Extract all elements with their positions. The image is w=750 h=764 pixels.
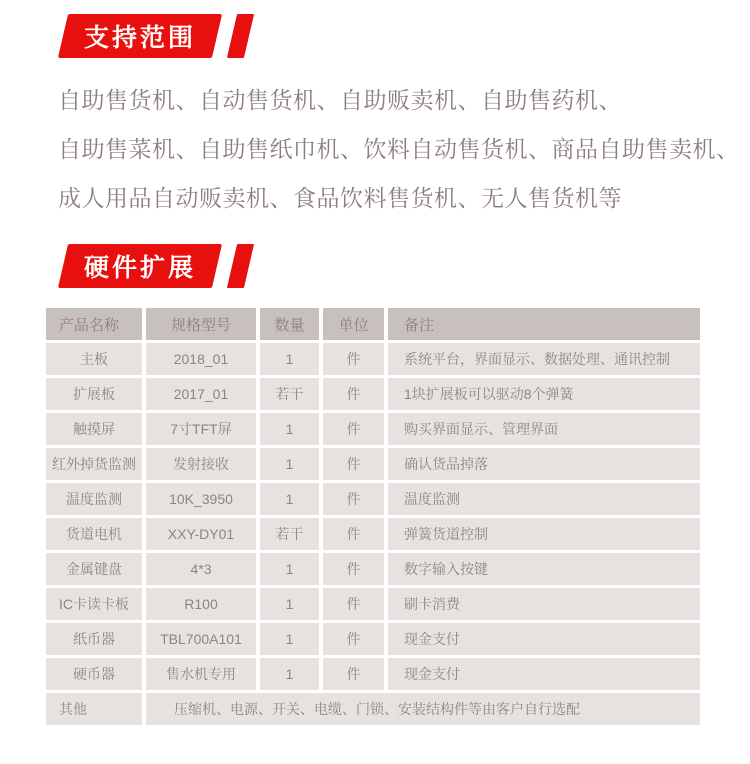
table-row [46, 553, 700, 585]
cell-quantity: 1 [260, 483, 319, 515]
cell-note: 温度监测 [388, 483, 700, 515]
supported-machines-line: 自助售菜机、自助售纸巾机、饮料自动售货机、商品自助售卖机、 [58, 136, 740, 162]
cell-unit: 件 [323, 343, 384, 375]
hardware-badge-label: 硬件扩展 [84, 254, 197, 282]
badge-stripe-decoration [227, 14, 254, 58]
cell-unit: 件 [323, 553, 384, 585]
section-header-support [63, 14, 750, 58]
table-row [46, 413, 700, 445]
header-note: 备注 [388, 308, 700, 340]
cell-quantity: 1 [260, 448, 319, 480]
cell-model: 4*3 [146, 553, 256, 585]
cell-note: 确认货品掉落 [388, 448, 700, 480]
cell-unit: 件 [323, 378, 384, 410]
cell-product-name: 纸币器 [46, 623, 142, 655]
hardware-spec-table [42, 305, 704, 728]
cell-product-name: 金属键盘 [46, 553, 142, 585]
cell-product-name: 硬币器 [46, 658, 142, 690]
badge-stripe-decoration [227, 244, 254, 288]
cell-quantity: 1 [260, 413, 319, 445]
cell-model: 10K_3950 [146, 483, 256, 515]
cell-note: 系统平台，界面显示、数据处理、通讯控制 [388, 343, 700, 375]
cell-note: 刷卡消费 [388, 588, 700, 620]
supported-machines-paragraph [58, 76, 750, 223]
cell-note: 现金支付 [388, 658, 700, 690]
cell-quantity: 1 [260, 553, 319, 585]
cell-unit: 件 [323, 588, 384, 620]
cell-quantity: 若干 [260, 518, 319, 550]
support-section-badge [58, 14, 222, 58]
header-product-name: 产品名称 [46, 308, 142, 340]
cell-unit: 件 [323, 658, 384, 690]
cell-unit: 件 [323, 413, 384, 445]
supported-machines-line: 成人用品自动贩卖机、食品饮料售货机、无人售货机等 [58, 185, 622, 211]
cell-note: 数字输入按键 [388, 553, 700, 585]
cell-note: 购买界面显示、管理界面 [388, 413, 700, 445]
cell-model: 发射接收 [146, 448, 256, 480]
cell-unit: 件 [323, 518, 384, 550]
header-model: 规格型号 [146, 308, 256, 340]
header-unit: 单位 [323, 308, 384, 340]
cell-model: R100 [146, 588, 256, 620]
cell-model: XXY-DY01 [146, 518, 256, 550]
section-header-hardware [63, 244, 750, 288]
cell-model: 2017_01 [146, 378, 256, 410]
cell-model: 2018_01 [146, 343, 256, 375]
cell-product-name: 主板 [46, 343, 142, 375]
cell-note: 弹簧货道控制 [388, 518, 700, 550]
cell-quantity: 1 [260, 658, 319, 690]
support-badge-label: 支持范围 [84, 24, 197, 52]
cell-model: 售水机专用 [146, 658, 256, 690]
cell-product-name: IC卡读卡板 [46, 588, 142, 620]
table-row [46, 588, 700, 620]
table-row [46, 658, 700, 690]
cell-unit: 件 [323, 483, 384, 515]
table-row [46, 483, 700, 515]
table-row [46, 623, 700, 655]
cell-model: 7寸TFT屏 [146, 413, 256, 445]
hardware-section-badge [58, 244, 222, 288]
cell-quantity: 1 [260, 343, 319, 375]
table-row [46, 378, 700, 410]
cell-product-name: 扩展板 [46, 378, 142, 410]
cell-unit: 件 [323, 623, 384, 655]
cell-quantity: 1 [260, 623, 319, 655]
table-header-row [46, 308, 700, 340]
cell-product-name: 红外掉货监测 [46, 448, 142, 480]
cell-product-name: 货道电机 [46, 518, 142, 550]
cell-quantity: 若干 [260, 378, 319, 410]
product-spec-page [0, 14, 750, 728]
cell-note: 现金支付 [388, 623, 700, 655]
supported-machines-line: 自助售货机、自动售货机、自助贩卖机、自助售药机、 [58, 87, 622, 113]
cell-quantity: 1 [260, 588, 319, 620]
cell-note-merged: 压缩机、电源、开关、电缆、门锁、安装结构件等由客户自行选配 [146, 693, 700, 725]
table-row [46, 518, 700, 550]
cell-product-name: 温度监测 [46, 483, 142, 515]
table-row [46, 343, 700, 375]
table-row-other [46, 693, 700, 725]
cell-unit: 件 [323, 448, 384, 480]
header-quantity: 数量 [260, 308, 319, 340]
cell-product-name: 触摸屏 [46, 413, 142, 445]
cell-model: TBL700A101 [146, 623, 256, 655]
cell-product-name: 其他 [46, 693, 142, 725]
table-row [46, 448, 700, 480]
cell-note: 1块扩展板可以驱动8个弹簧 [388, 378, 700, 410]
